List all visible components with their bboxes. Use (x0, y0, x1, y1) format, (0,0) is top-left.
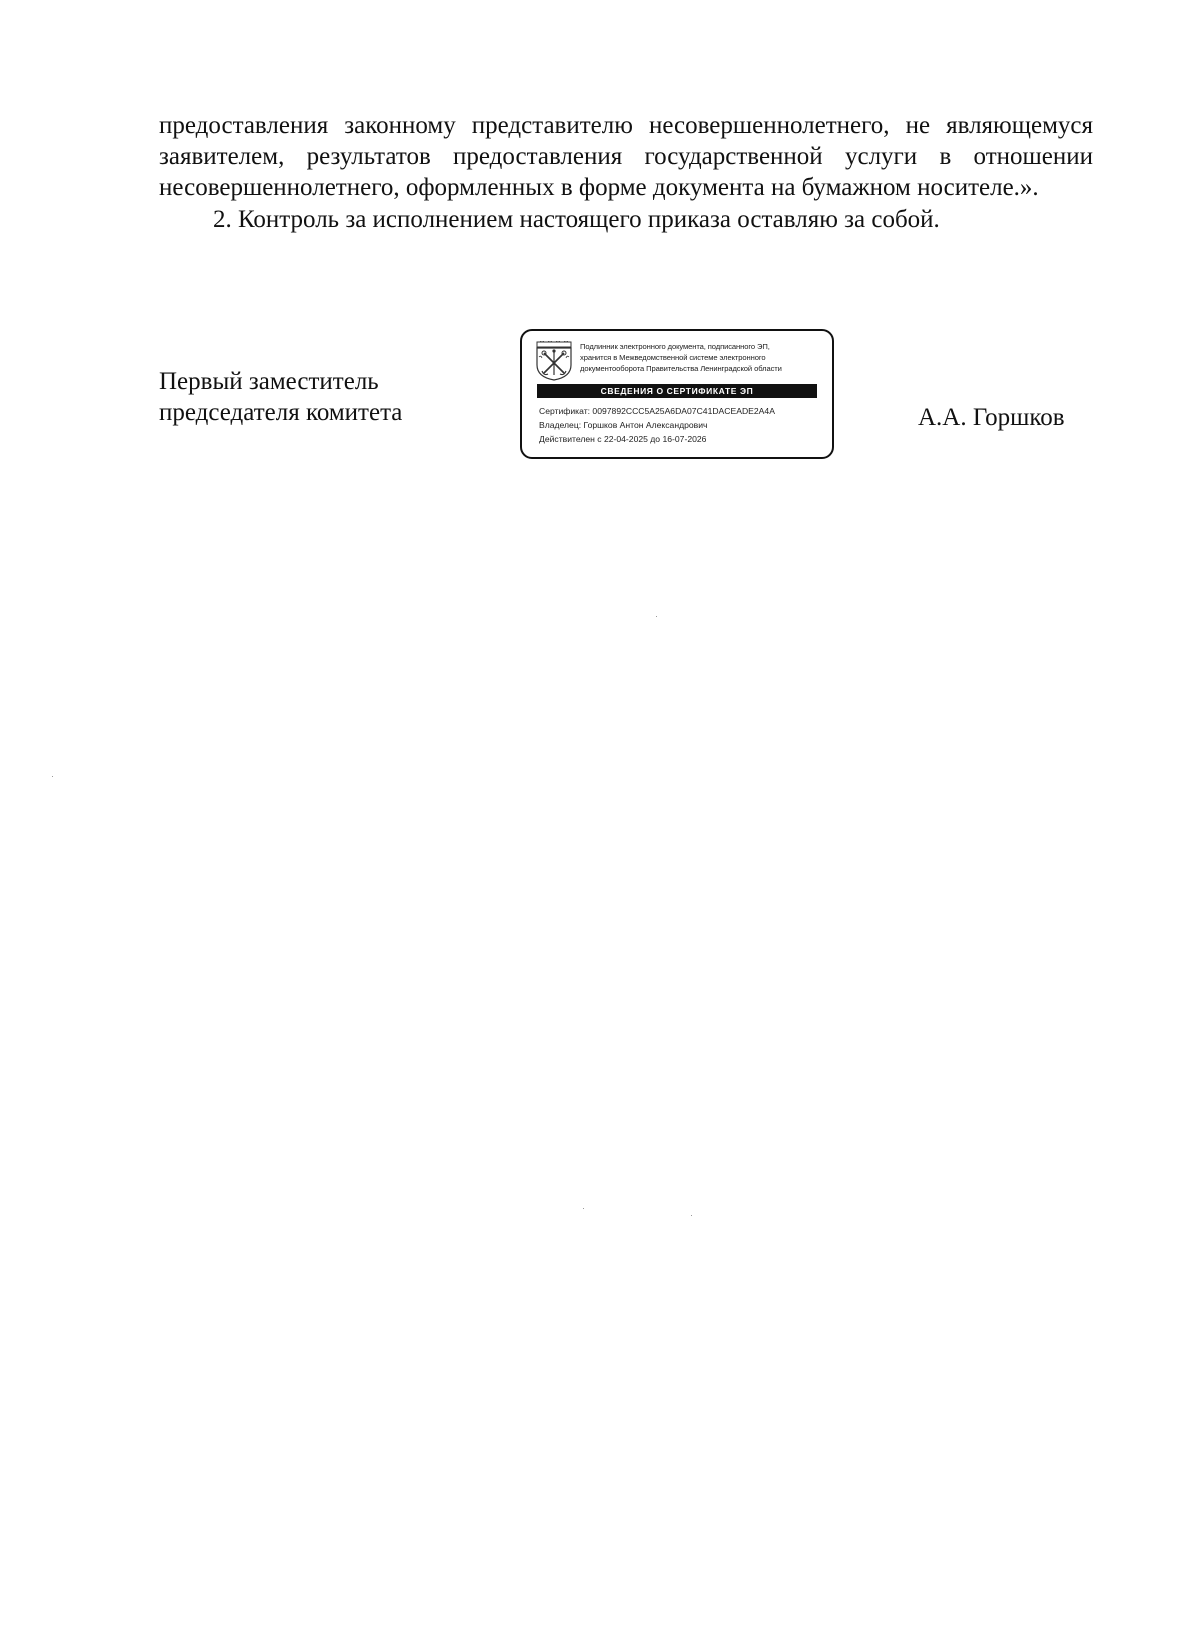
document-body (159, 110, 1093, 235)
stamp-banner: СВЕДЕНИЯ О СЕРТИФИКАТЕ ЭП (537, 384, 817, 398)
stamp-certificate: Сертификат: 0097892CCC5A25A6DA07C41DACEADE2A4A (539, 406, 775, 416)
scan-speck (52, 776, 53, 777)
scan-speck (691, 1215, 692, 1216)
paragraph-continuation: предоставления законному представителю несовершеннолетнего, не являющемуся заявителем, результатов предоставления государственной услуги в отношении несовершеннолетнего, оформленных в форме документа на бумажном носителе.». (159, 112, 1093, 201)
signatory-position-line-1: Первый заместитель (159, 368, 379, 395)
signatory-position (159, 366, 402, 428)
stamp-note-line-1: Подлинник электронного документа, подписанного ЭП, (580, 342, 770, 351)
stamp-note-line-3: документооборота Правительства Ленинградской области (580, 364, 782, 373)
stamp-note (580, 341, 832, 374)
electronic-signature-stamp (520, 329, 834, 459)
signatory-position-line-2: председателя комитета (159, 399, 403, 426)
scan-speck (583, 1208, 584, 1209)
stamp-details (539, 404, 831, 446)
stamp-validity: Действителен с 22-04-2025 до 16-07-2026 (539, 434, 707, 444)
coat-of-arms-icon (536, 341, 572, 381)
paragraph-item-2: 2. Контроль за исполнением настоящего приказа оставляю за собой. (213, 206, 940, 233)
stamp-note-line-2: хранится в Межведомственной системе электронного (580, 353, 766, 362)
signatory-name: А.А. Горшков (918, 404, 1065, 431)
scan-speck (656, 616, 657, 617)
stamp-owner: Владелец: Горшков Антон Александрович (539, 420, 708, 430)
